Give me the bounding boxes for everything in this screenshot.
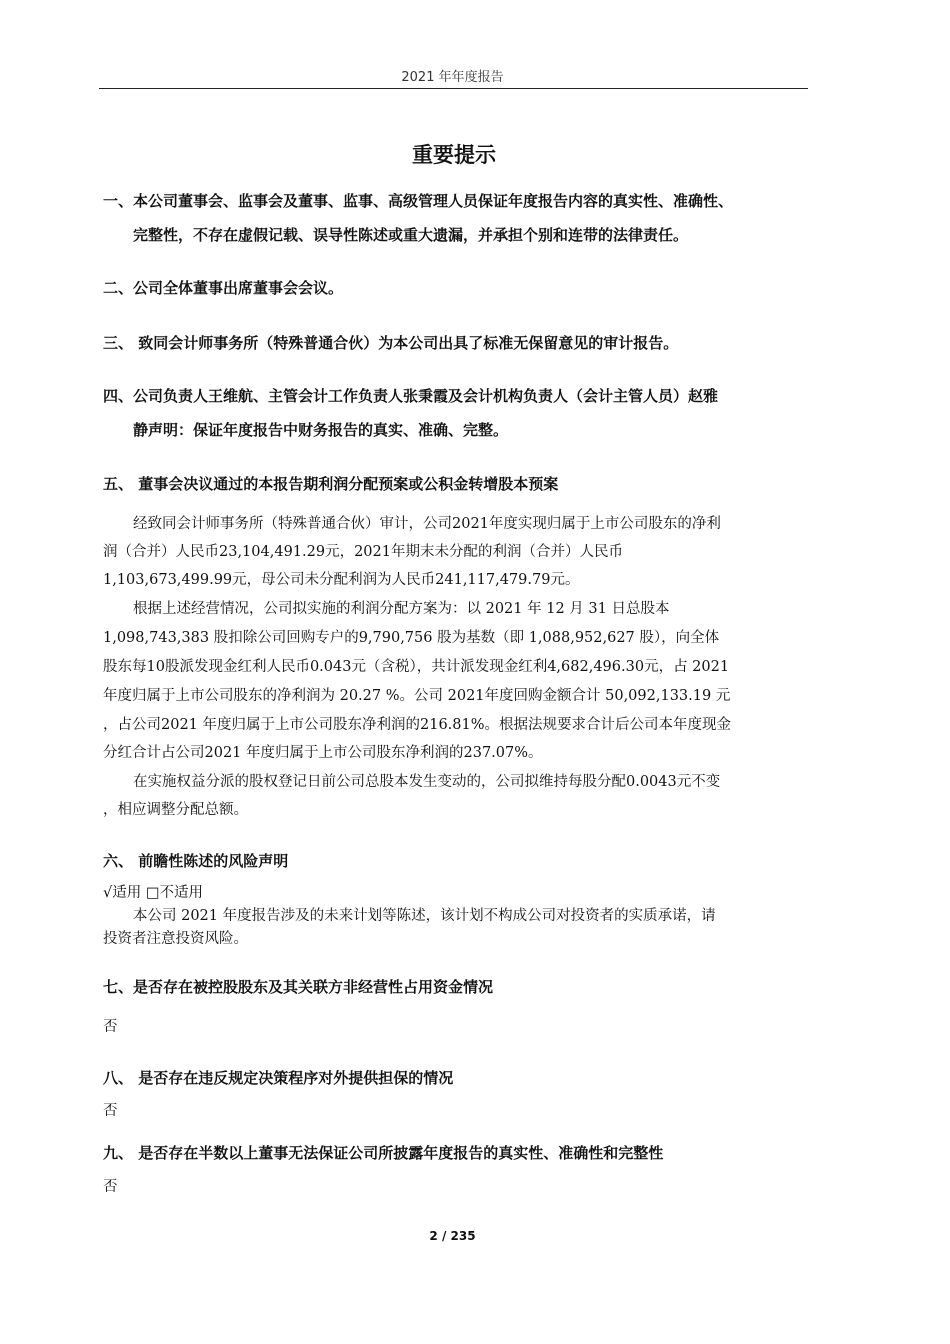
section-5-heading: 五、 董事会决议通过的本报告期利润分配预案或公积金转增股本预案 <box>103 475 559 493</box>
section-6-para-line-1: 本公司 2021 年度报告涉及的未来计划等陈述，该计划不构成公司对投资者的实质承诺，请 <box>133 908 716 924</box>
section-8-heading: 八、 是否存在违反规定决策程序对外提供担保的情况 <box>103 1069 454 1087</box>
section-6-heading: 六、 前瞻性陈述的风险声明 <box>103 852 289 870</box>
section-5-para2-line-2: 1,098,743,383 股扣除公司回购专户的9,790,756 股为基数（即 1,088,952,627 股），向全体 <box>103 630 720 646</box>
section-2: 二、公司全体董事出席董事会会议。 <box>103 279 344 297</box>
section-5-para1-line-1: 经致同会计师事务所（特殊普通合伙）审计，公司2021年度实现归属于上市公司股东的净利 <box>133 516 721 532</box>
section-5-para2-line-4: 年度归属于上市公司股东的净利润为 20.27 %。公司 2021年度回购金额合计 50,092,133.19 元 <box>103 688 731 704</box>
section-7-heading: 七、是否存在被控股股东及其关联方非经营性占用资金情况 <box>103 978 494 996</box>
section-1-line-2: 完整性，不存在虚假记载、误导性陈述或重大遗漏，并承担个别和连带的法律责任。 <box>133 226 689 244</box>
section-5-para3-line-2: ，相应调整分配总额。 <box>103 802 248 818</box>
section-6-para-line-2: 投资者注意投资风险。 <box>103 931 248 947</box>
section-5-para1-line-3: 1,103,673,499.99元，母公司未分配利润为人民币241,117,479.79元。 <box>103 572 580 588</box>
section-7-answer: 否 <box>103 1019 118 1035</box>
section-1-line-1: 一、本公司董事会、监事会及董事、监事、高级管理人员保证年度报告内容的真实性、准确性、 <box>103 192 734 210</box>
section-5-para2-line-3: 股东每10股派发现金红利人民币0.043元（含税），共计派发现金红利4,682,496.30元，占 2021 <box>103 659 730 675</box>
section-3: 三、 致同会计师事务所（特殊普通合伙）为本公司出具了标准无保留意见的审计报告。 <box>103 334 679 352</box>
section-5-para2-line-1: 根据上述经营情况，公司拟实施的利润分配方案为：以 2021 年 12 月 31 日总股本 <box>133 601 670 617</box>
section-5-para2-line-6: 分红合计占公司2021 年度归属于上市公司股东净利润的237.07%。 <box>103 745 543 761</box>
header-rule <box>99 88 808 89</box>
section-4-line-1: 四、公司负责人王维航、主管会计工作负责人张秉霞及会计机构负责人（会计主管人员）赵雅 <box>103 387 719 405</box>
section-5-para2-line-5: ，占公司2021 年度归属于上市公司股东净利润的216.81%。根据法规要求合计后公司本年度现金 <box>103 717 732 733</box>
section-5-para1-line-2: 润（合并）人民币23,104,491.29元，2021年期末未分配的利润（合并）人民币 <box>103 544 623 560</box>
section-5-para3-line-1: 在实施权益分派的股权登记日前公司总股本发生变动的，公司拟维持每股分配0.0043元不变 <box>133 774 721 790</box>
section-9-answer: 否 <box>103 1179 118 1195</box>
section-8-answer: 否 <box>103 1103 118 1119</box>
page-number: 2 / 235 <box>429 1229 476 1243</box>
section-9-heading: 九、 是否存在半数以上董事无法保证公司所披露年度报告的真实性、准确性和完整性 <box>103 1144 664 1162</box>
report-header: 2021 年年度报告 <box>401 70 504 85</box>
section-4-line-2: 静声明：保证年度报告中财务报告的真实、准确、完整。 <box>133 421 509 439</box>
page-title: 重要提示 <box>412 143 496 167</box>
applicability-checkbox-line: √适用 □不适用 <box>103 885 204 901</box>
